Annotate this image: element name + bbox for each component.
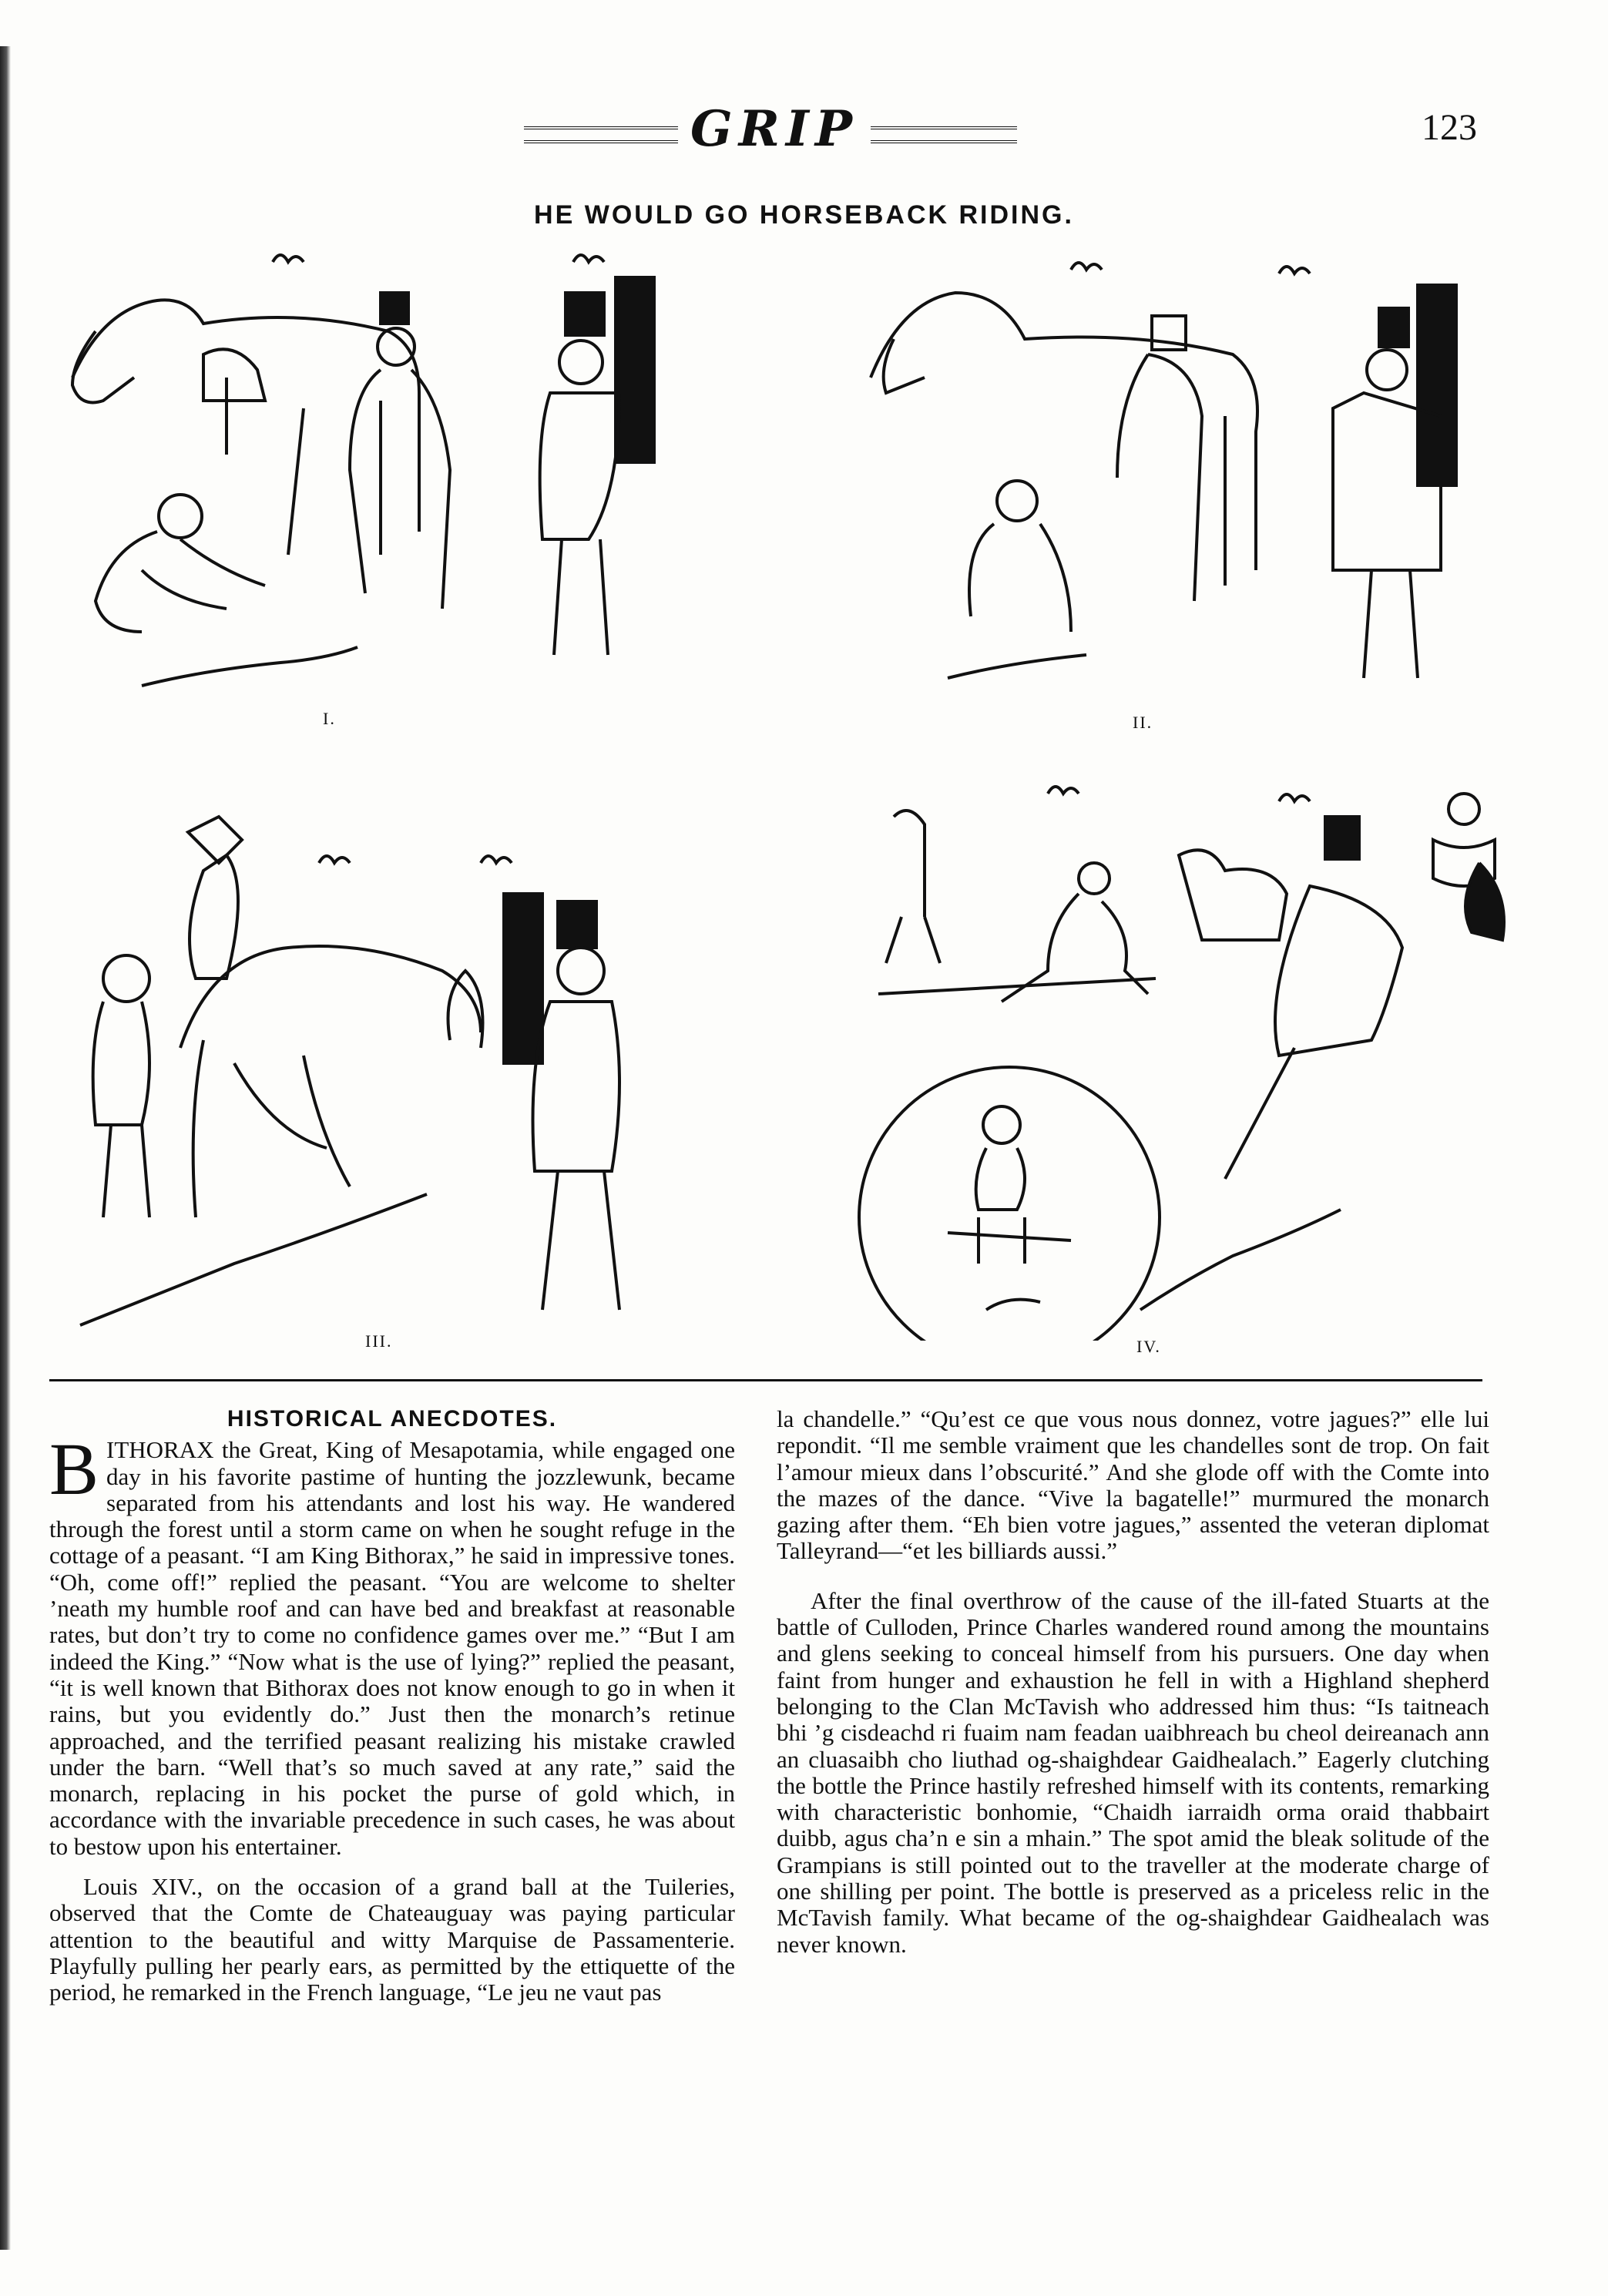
article-paragraph-3: After the final overthrow of the cause of the ill-fated Stuarts at the battle of Culloden, Prince Charles wandered round among the mountains and glens seeking to conceal himself from his pursuers. One day when faint from hunger and exhaustion he fell in with a Highland shepherd belonging to the Clan McTavish who addressed him thus: “Is taitneach bhi ’g cisdeachd ri fuaim nam feadan uaibhreach bu cheol deireanach ann an cluasaibh cho liuthad og-shaighdear Gaidhealach.” Eagerly clutching the bottle the Prince hastily refreshed himself with its contents, remarking with characteristic bonhomie, “Chaidh iarraidh orma oraid thabbairt duibb, agus cha’n e sin a mhain.” The spot amid the bleak solitude of the Grampians is still pointed out to the traveller at the moderate charge of one shilling per point. The bottle is preserved as a priceless relic in the McTavish family. What became of the og-shaighdear Gaidhealach was never known. xyxy=(777,1586,1489,1958)
panel-3-illustration xyxy=(49,786,743,1341)
panel-1-label: I. xyxy=(323,709,336,728)
masthead-title: GRIP xyxy=(690,100,858,158)
article-paragraph-2-continued: la chandelle.” “Qu’est ce que vous nous donnez, votre jagues?” elle lui repondit. “Il me semble vraiment que les chandelles sont de trop. On fait l’amour mieux dans l’obscurité.” And she glode off with the Comte into the mazes of the dance. “Vive la bagatelle!” murmured the monarch gazing after them. “Eh bien votre jagues,” assented the veteran diplomat Talleyrand—“et les billiards aussi.” xyxy=(777,1405,1489,1565)
panel-2-illustration xyxy=(840,247,1502,740)
cartoon-panel-3 xyxy=(49,786,743,1351)
panel-4-label: IV. xyxy=(1136,1337,1161,1356)
cartoon-panel-1 xyxy=(49,247,712,740)
article-heading: HISTORICAL ANECDOTES. xyxy=(227,1406,558,1432)
panel-3-label: III. xyxy=(365,1331,393,1351)
panel-1-illustration xyxy=(49,247,712,740)
binding-edge xyxy=(0,46,11,2250)
article-paragraph-2: Louis XIV., on the occasion of a grand ball at the Tuileries, observed that the Comte de Chateauguay was paying particular attention to the beautiful and witty Marquise de Passamenterie. Playfully pulling her pearly ears, as permitted by the ettiquette of the period, he remarked in the French language, “Le jeu ne vaut pas xyxy=(49,1873,735,2006)
masthead-rule-right xyxy=(871,126,1017,143)
cartoon-panel-2 xyxy=(840,247,1502,740)
masthead xyxy=(0,100,1608,162)
cartoon-title: HE WOULD GO HORSEBACK RIDING. xyxy=(534,200,1074,230)
article-column-right xyxy=(777,1406,1489,1972)
panel-2-label: II. xyxy=(1133,713,1153,732)
masthead-rule-left xyxy=(524,126,678,143)
article-paragraph-1-text: ITHORAX the Great, King of Mesapotamia, while engaged one day in his favorite pastime of hunting the jozzlewunk, became separated from his attendants and lost his way. He wandered through the forest until a storm came on when he sought refuge in the cottage of a peasant. “I am King Bithorax,” he said in impressive tones. “Oh, come off!” replied the peasant. “You are welcome to shelter ’neath my humble roof and can have bed and breakfast at reasonable rates, but don’t try to come no confidence games over me.” “But I am indeed the King.” “Now what is the use of lying?” replied the peasant, “it is well known that Bithorax does not know enough to go in when it rains, but you evidently do.” Just then the monarch’s retinue approached, and the terrified peasant realizing his mistake crawled under the barn. “Well that’s so much saved at any rate,” said the monarch, replacing in his pocket the purse of gold which, in accordance with the invariable precedence in such cases, he was about to bestow upon his entertainer. xyxy=(49,1436,735,1860)
article-paragraph-1 xyxy=(49,1428,735,1860)
article-column-left xyxy=(49,1406,735,2020)
page-number: 123 xyxy=(1422,107,1477,148)
panel-4-illustration xyxy=(848,770,1510,1341)
cartoon-panel-4 xyxy=(848,770,1510,1356)
drop-cap: B xyxy=(49,1428,99,1511)
section-divider xyxy=(49,1379,1482,1381)
